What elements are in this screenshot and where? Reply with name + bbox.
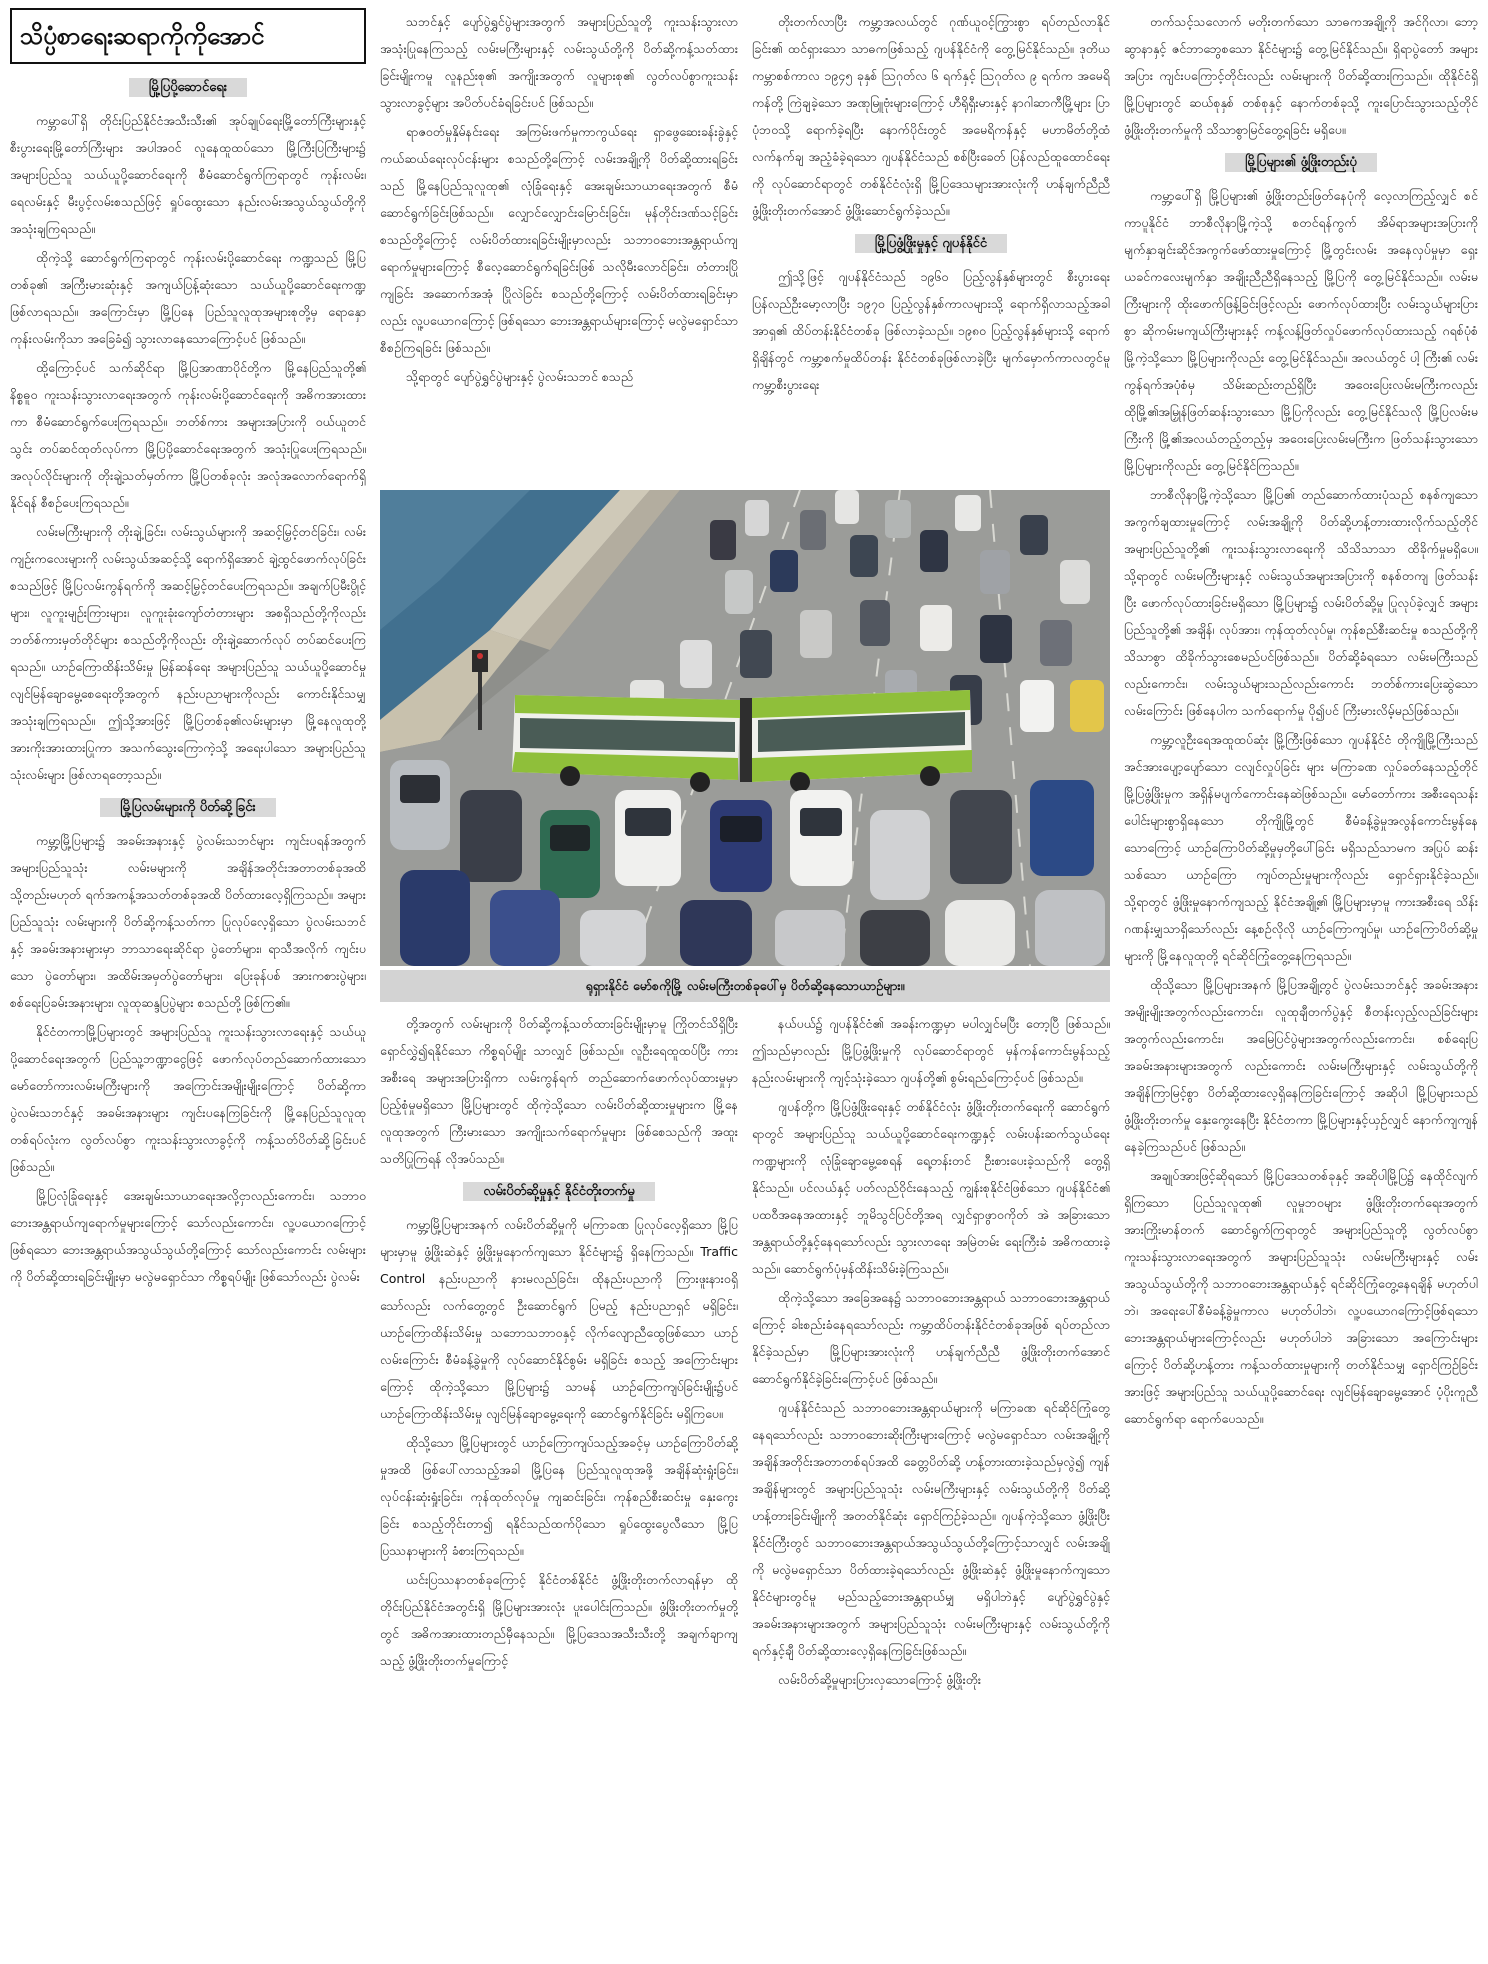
column-4 <box>1124 8 1478 1958</box>
column-2-bottom <box>380 1010 738 1958</box>
paragraph: ကမ္ဘာ့ပေါ်ရှိ မြို့ပြများ၏ ဖွံ့ဖြိုးတည်းဖြတ်နေပုံကို လေ့လာကြည့်လျှင် စင်ကာပူနိုင်ငံ ဘာစီလိုနာမြို့ကဲ့သို့ စတင်ရန်ကွက် အိမ်ရာအများအပြားကို မျက်နှာချင်းဆိုင်အကွက်ဖော်ထားမှုကြောင့် မြို့တွင်းလမ်း အနေလှပ်မှုမှာ ရှေးယခင်ကလေးမျက်နှာ အချိုးညီညီရှိနေသည့် မြို့ပြကို တွေ့မြင်နိုင်သည်။ လမ်းမကြီးများကို ထိုးဖောက်ဖြန့်ခြင်းဖြင့်လည်း ဖောက်လုပ်ထားပြီး လမ်းသွယ်များပြားစွာ ဆိုကမ်းမကျယ်ကြီးများနှင့် ကန့်လန့်ဖြတ်လှုပ်ဖောက်လုပ်ထားသည့် ဂရစ်ပုံစံ မြို့ကဲ့သို့သော မြို့ပြများကိုလည်း တွေ့မြင်နိုင်သည်။ အလယ်တွင် ပါ့ ကြီး၏ လမ်းကွန်ရက်အပုံစံမှ သိမ်းဆည်းတည်ရှိပြီး အဝေးပြေးလမ်းမကြီးကလည်း ထိုမြို့၏အမြှုန်ဖြတ်ဆန်းသွားသော မြို့ပြကိုလည်း တွေ့မြင်နိုင်သလို မြို့ပြလမ်းမကြီးကို မြို့၏အလယ်တည့်တည့်မှ အဝေးပြေးလမ်းမကြီးက ဖြတ်သန်းသွားသော မြို့ပြများကိုလည်း တွေ့မြင်နိုင်ကြသည်။ <box>1124 188 1478 473</box>
paragraph: ဘာစီလိုနာမြို့ကဲ့သို့သော မြို့ပြ၏ တည်ဆောက်ထားပုံသည် စနစ်ကျသော အကွက်ချထားမှုကြောင့် လမ်းအချို့ကို ပိတ်ဆို့ဟန့်တားထားလိုက်သည့်တိုင် အများပြည်သူတို့၏ ကူးသန်းသွားလာရေးကို သိသိသာသာ ထိခိုက်မှုမရှိပေ။ သို့ရာတွင် လမ်းမကြီးများနှင့် လမ်းသွယ်အများအပြားကို စနစ်တကျ ဖြတ်သန်းပြီး ဖောက်လုပ်ထားခြင်းမရှိသော မြို့ပြများ၌ လမ်းပိတ်ဆို့မှု ပြုလုပ်ခဲ့လျှင် အများပြည်သူတို့၏ အချိန်၊ လုပ်အား၊ ကုန်ထုတ်လုပ်မှု၊ ကုန်စည်စီးဆင်းမှု စသည်တို့ကို သိသာစွာ ထိခိုက်သွားစေမည်ပင်ဖြစ်သည်။ ပိတ်ဆို့ခံရသော လမ်းမကြီးသည်လည်းကောင်း၊ လမ်းသွယ်များသည်လည်းကောင်း ဘတ်စ်ကားပြေးဆွဲသော လမ်းကြောင်း ဖြစ်နေပါက သက်ရောက်မှု ပို၍ပင် ကြီးမားလိမ့်မည်ဖြစ်သည်။ <box>1124 487 1478 718</box>
column-3-bottom <box>752 1010 1110 1958</box>
paragraph: လမ်းမကြီးများကို တိုးချဲ့ခြင်း၊ လမ်းသွယ်များကို အဆင့်မြှင့်တင်ခြင်း၊ လမ်းကျဉ်းကလေးများကို လမ်းသွယ်အဆင့်သို့ ရောက်ရှိအောင် ချဲ့ထွင်ဖောက်လုပ်ခြင်း စသည်ဖြင့် မြို့ပြလမ်းကွန်ရက်ကို အဆင့်မြှင့်တင်ပေးကြရသည်။ အချက်ပြမီးပွိုင့်များ၊ လူကူးမျဉ်းကြားများ၊ လူကူးခုံးကျော်တံတားများ အစရှိသည်တို့ကိုလည်း ဘတ်စ်ကားမှတ်တိုင်များ စသည်တို့ကိုလည်း တိုးချဲ့ဆောက်လုပ် တပ်ဆင်ပေးကြရသည်။ ယာဉ်ကြောထိန်းသိမ်းမှု မြန်ဆန်ရေး အများပြည်သူ သယ်ယူပို့ဆောင်မှု လျင်မြန်ချောမွေ့စေရေးတို့အတွက် နည်းပညာများကိုလည်း ကောင်းနိုင်သမျှ အသုံးချကြရသည်။ ဤသို့အားဖြင့် မြို့ပြတစ်ခု၏လမ်းများမှာ မြို့နေလူထုတို့ အားကိုးအားထားပြုကာ အသက်သွေးကြောကဲ့သို့ အရေးပါသော အများပြည်သူသုံးလမ်းများ ဖြစ်လာရတော့သည်။ <box>10 524 366 782</box>
paragraph: နိုင်ငံတကာမြို့ပြများတွင် အများပြည်သူ ကူးသန်းသွားလာရေးနှင့် သယ်ယူပို့ဆောင်ရေးအတွက် ပြည်သူ့ဘဏ္ဍာငွေဖြင့် ဖောက်လုပ်တည်ဆောက်ထားသော မော်တော်ကားလမ်းမကြီးများကို အကြောင်းအမျိုးမျိုးကြောင့် ပိတ်ဆို့ကာ ပွဲလမ်းသဘင်နှင့် အခမ်းအနားများ ကျင်းပနေကြခြင်းကို မြို့နေပြည်သူလူထုတစ်ရပ်လုံးက လွတ်လပ်စွာ ကူးသန်းသွားလာခွင့်ကို ကန့်သတ်ပိတ်ဆို့ခြင်းပင် ဖြစ်သည်။ <box>10 1024 366 1174</box>
traffic-jam-photo <box>380 490 1110 966</box>
author-title: သိပ္ပံစာရေးဆရာကိုကိုအောင် <box>10 8 366 64</box>
paragraph: တက်သင့်သလောက် မတိုးတက်သော သာဓကအချို့ကို အင်ဂိုလာ၊ ဘော့ဆွာနာနှင့် ဇင်ဘာဘွေစသော နိုင်ငံများ၌ တွေ့မြင်နိုင်သည်။ ရှိရာပွဲတော် အများအပြား ကျင်းပကြောင့်တိုင်းလည်း လမ်းများကို ပိတ်ဆို့ထားကြသည်။ ထိုနိုင်ငံရှိ မြို့ပြများတွင် ဆယ်စုနှစ် တစ်စုနှင့် နောက်တစ်ခုသို့ ကူးပြောင်းသွားသည့်တိုင် ဖွံ့ဖြိုးတိုးတက်မှုကို သိသာစွာမြင်တွေ့ရခြင်း မရှိပေ။ <box>1124 14 1478 137</box>
paragraph: လမ်းပိတ်ဆို့မှုများပြားလှသောကြောင့် ဖွံ့ဖြိုးတိုး <box>778 1672 982 1687</box>
paragraph: တိုးတက်လာပြီး ကမ္ဘာ့အလယ်တွင် ဂုဏ်ယူဝင့်ကြွားစွာ ရပ်တည်လာနိုင်ခြင်း၏ ထင်ရှားသော သာဓကဖြစ်သည့် ဂျပန်နိုင်ငံကို တွေ့မြင်နိုင်သည်။ ဒုတိယကမ္ဘာစစ်ကာလ ၁၉၄၅ ခုနှစ် ဩဂုတ်လ ၆ ရက်နှင့် ဩဂုတ်လ ၉ ရက်က အမေရိကန်တို့ ကြဲချခဲ့သော အဏုမြူဗုံးများကြောင့် ဟီရိုရှီးမားနှင့် နာဂါဆာကီမြို့များ ပြာပုံဘဝသို့ ရောက်ခဲ့ရပြီး နောက်ပိုင်းတွင် အမေရိကန်နှင့် မဟာမိတ်တို့ထံ လက်နက်ချ အညံ့ခံခဲ့ရသော ဂျပန်နိုင်ငံသည် စစ်ပြီးခေတ် ပြန်လည်ထူထောင်ရေးကို လုပ်ဆောင်ရာတွင် တစ်နိုင်ငံလုံးရှိ မြို့ပြဒေသများအားလုံးကို ဟန်ချက်ညီညီ ဖွံ့ဖြိုးတိုးတက်အောင် ဖွံ့ဖြိုးဆောင်ရွက်ခဲ့သည်။ <box>752 14 1110 218</box>
paragraph: ကမ္ဘာ့မြို့ပြများအနက် လမ်းပိတ်ဆို့မှုကို မကြာခဏ ပြုလုပ်လေ့ရှိသော မြို့ပြများမှာမူ ဖွံ့ဖြိုးဆဲနှင့် ဖွံ့ဖြိုးမှုနောက်ကျသော နိုင်ငံများ၌ ရှိနေကြသည်။ Traffic Control နည်းပညာကို နားမလည်ခြင်း၊ ထိုနည်းပညာကို ကြားဖူးနားဝရှိသော်လည်း လက်တွေ့တွင် ဦးဆောင်ရွက် ပြမည့် နည်းပညာရှင် မရှိခြင်း၊ ယာဉ်ကြောထိန်းသိမ်းမှု သဘောသဘာဝနှင့် လိုက်လျောညီထွေဖြစ်သော ယာဉ်လမ်းကြောင်း စီမံခန့်ခွဲမှုကို လုပ်ဆောင်နိုင်စွမ်း မရှိခြင်း စသည့် အကြောင်းများကြောင့် ထိုကဲ့သို့သော မြို့ပြများ၌ သာမန် ယာဉ်ကြောကျပ်ခြင်းမျိုး၌ပင် ယာဉ်ကြောထိန်းသိမ်းမှု လျင်မြန်ချောမွေ့ရေးကို ဆောင်ရွက်နိုင်ခြင်း မရှိကြပေ။ <box>380 1217 738 1421</box>
section-heading-city-patterns: မြို့ပြများ၏ ဖွံ့ဖြိုးတည်းပုံ <box>1124 149 1478 176</box>
paragraph: ထိုသို့သော မြို့ပြများတွင် ယာဉ်ကြောကျပ်သည့်အခင့်မှ ယာဉ်ကြောပိတ်ဆို့မှုအထိ ဖြစ်ပေါ်လာသည့်အခါ မြို့ပြနေ ပြည်သူလူထုအဖို့ အချိန်ဆုံးရှုံးခြင်း၊ လုပ်ငန်းဆုံးရှုံးခြင်း၊ ကုန်ထုတ်လုပ်မှု ကျဆင်းခြင်း၊ ကုန်စည်စီးဆင်းမှု နှေးကွေးခြင်း စသည့်တိုင်းတာ၍ ရနိုင်သည်ထက်ပိုသော ရှုပ်ထွေးပွေလီသော မြို့ပြပြဿနာများကို ခံစားကြရသည်။ <box>380 1435 738 1558</box>
paragraph: ကမ္ဘာ့မြို့ပြများ၌ အခမ်းအနားနှင့် ပွဲလမ်းသဘင်များ ကျင်းပရန်အတွက် အများပြည်သူသုံး လမ်းမများကို အချိန်အတိုင်းအတာတစ်ခုအထိ သို့တည်းမဟုတ် ရက်အကန့်အသတ်တစ်ခုအထိ ပိတ်ထားလေ့ရှိကြသည်။ အများပြည်သူသုံး လမ်းများကို ပိတ်ဆို့ကန့်သတ်ကာ ပြုလုပ်လေ့ရှိသော ပွဲလမ်းသဘင်နှင့် အခမ်းအနားများမှာ ဘာသာရေးဆိုင်ရာ ပွဲတော်များ၊ ရာသီအလိုက် ကျင်းပသော ပွဲတော်များ၊ အထိမ်းအမှတ်ပွဲတော်များ၊ ပြေးခုန်ပစ် အားကစားပွဲများ၊ စစ်ရေးပြခမ်းအနားများ၊ လူထုဆန္ဒပြပွဲများ စသည်တို့ဖြစ်ကြ၏။ <box>10 833 366 1010</box>
paragraph: သို့ရာတွင် ပျော်ပွဲရွှင်ပွဲများနှင့် ပွဲလမ်းသဘင် စသည် <box>406 369 634 384</box>
paragraph: နယ်ပယ်၌ ဂျပန်နိုင်ငံ၏ အခန်းကဏ္ဍမှာ မပါလျှင်မပြီး တော့ပြီ ဖြစ်သည်။ ဤသည်မှာလည်း မြို့ပြဖွံ့ဖြိုးမှုကို လုပ်ဆောင်ရာတွင် မှန်ကန်ကောင်းမွန်သည့် နည်းလမ်းများကို ကျင့်သုံးခဲ့သော ဂျပန်တို့၏ စွမ်းရည်ကြောင့်ပင် ဖြစ်သည်။ <box>752 1016 1110 1085</box>
paragraph: ကမ္ဘာပေါ်ရှိ တိုင်းပြည်နိုင်ငံအသီးသီး၏ အုပ်ချုပ်ရေးမြို့တော်ကြီးများနှင့် စီးပွားရေးမြို့တော်ကြီးများ အပါအဝင် လူနေထူထပ်သော မြို့ကြီးပြကြီးများ၌ အများပြည်သူ သယ်ယူပို့ဆောင်ရေးကို စီမံဆောင်ရွက်ကြရာတွင် ကုန်းလမ်း၊ ရေလမ်းနှင့် မီးပွင့်လမ်းစသည်ဖြင့် ရှုပ်ထွေးသော နည်းလမ်းအသွယ်သွယ်တို့ကို အသုံးချကြရသည်။ <box>10 113 366 236</box>
paragraph: ဂျပန်နိုင်ငံသည် သဘာဝဘေးအန္တရာယ်များကို မကြာခဏ ရင်ဆိုင်ကြုံတွေ့နေရသော်လည်း သဘာဝဘေးဆိုးကြီးများကြောင့် မလွဲမရှောင်သာ လမ်းအချို့ကို အချိန်အတိုင်းအတာတစ်ရပ်အထိ ခေတ္တပိတ်ဆို့ ဟန့်တားထားခဲ့သည်မှလွဲ၍ ကျန်အချိန်များတွင် အများပြည်သူသုံး လမ်းမကြီးများနှင့် လမ်းသွယ်တို့ကို ပိတ်ဆို့ဟန့်တားခြင်းမျိုးကို အတတ်နိုင်ဆုံး ရှောင်ကြဉ်ခဲ့သည်။ ဂျပန်ကဲ့သို့သော ဖွံ့ဖြိုးပြီးနိုင်ငံကြီးတွင် သဘာဝဘေးအန္တရာယ်အသွယ်သွယ်တို့ကြောင့်သာလျှင် လမ်းအချို့ကို မလွဲမရှောင်သာ ပိတ်ထားခဲ့ရသော်လည်း ဖွံ့ဖြိုးဆဲနှင့် ဖွံ့ဖြိုးမှုနောက်ကျသော နိုင်ငံများတွင်မူ မည်သည့်ဘေးအန္တရာယ်မျှ မရှိပါဘဲနှင့် ပျော်ပွဲရွှင်ပွဲနှင့် အခမ်းအနားများအတွက် အများပြည်သူသုံး လမ်းမကြီးများနှင့် လမ်းသွယ်တို့ကို ရက်နှင့်ချီ ပိတ်ဆို့ထားလေ့ရှိနေကြခြင်းဖြစ်သည်။ <box>752 1400 1110 1658</box>
column-2-top <box>380 8 738 483</box>
section-heading-road-closures: မြို့ပြလမ်းများကို ပိတ်ဆို့ခြင်း <box>10 794 366 821</box>
paragraph: ရာဇဝတ်မှုနှိမ်နင်းရေး အကြမ်းဖက်မှုကာကွယ်ရေး ရှာဖွေဆေးခန်းခွဲနှင့် ကယ်ဆယ်ရေးလုပ်ငန်းများ စသည်တို့ကြောင့် လမ်းအချို့ကို ပိတ်ဆို့ထားရခြင်းသည် မြို့နေပြည်သူလူထု၏ လုံခြုံရေးနှင့် အေးချမ်းသာယာရေးအတွက် စီမံဆောင်ရွက်ခြင်းဖြစ်သည်။ လျှောင်လျှောင်းမြောင်းခြင်း၊ မုန်တိုင်းဒဏ်သင့်ခြင်း စသည်တို့ကြောင့် လမ်းပိတ်ထားရခြင်းမျိုးမှာလည်း သဘာဝဘေးအန္တရာယ်ကျရောက်မှုများကြောင့် စီလေ့ဆောင်ရွက်ရခြင်းဖြစ် သလိုမီးလောင်ခြင်း၊ တံတားပြိုကျခြင်း အဆောက်အအုံ ပြိုလဲခြင်း စသည်တို့ကြောင့် လမ်းပိတ်ထားရခြင်းမှာလည်း လူ့ပယောဂကြောင့် ဖြစ်ရသော ဘေးအန္တရာယ်များကြောင့် မလွဲမရှောင်သာ စီစဉ်ကြရခြင်း ဖြစ်သည်။ <box>380 124 738 355</box>
paragraph: ထိုကဲ့သို့ ဆောင်ရွက်ကြရာတွင် ကုန်းလမ်းပို့ဆောင်ရေး ကဏ္ဍသည် မြို့ပြတစ်ခု၏ အကြီးမားဆုံးနှင့် အကျယ်ပြန့်ဆုံးသော သယ်ယူပို့ဆောင်ရေးကဏ္ဍ ဖြစ်လာရသည်။ အကြောင်းမှာ မြို့ပြနေ ပြည်သူလူထုအများစုတို့မှ ရောနှောကုန်းလမ်းကိုသာ အခြေခံ၍ သွားလာနေသောကြောင့်ပင် ဖြစ်သည်။ <box>10 250 366 346</box>
column-1 <box>10 8 366 1958</box>
paragraph: ဤသို့ဖြင့် ဂျပန်နိုင်ငံသည် ၁၉၆၀ ပြည့်လွန်နှစ်များတွင် စီးပွားရေး ပြန်လည်ဦးမော့လာပြီး ၁၉၇၀ ပြည့်လွန်နှစ်ကာလများသို့ ရောက်ရှိလာသည့်အခါ အာရှ၏ ထိပ်တန်းနိုင်ငံတစ်ခု ဖြစ်လာခဲ့သည်။ ၁၉၈၀ ပြည့်လွန်နှစ်များသို့ ရောက်ရှိချိန်တွင် ကမ္ဘာ့စက်မှုထိပ်တန်း နိုင်ငံတစ်ခုဖြစ်လာခဲ့ပြီး မျက်မှောက်ကာလတွင်မူ ကမ္ဘာ့စီးပွားရေး <box>752 269 1110 392</box>
paragraph: အချုပ်အားဖြင့်ဆိုရသော် မြို့ပြဒေသတစ်ခုနှင့် အဆိုပါမြို့ပြ၌ နေထိုင်လျက်ရှိကြသော ပြည်သူလူထု၏ လူမှုဘဝများ ဖွံ့ဖြိုးတိုးတက်ရေးအတွက် အားကြိုးမာန်တက် ဆောင်ရွက်ကြရာတွင် အများပြည်သူတို့ လွတ်လပ်စွာ ကူးသန်းသွားလာရေးအတွက် အများပြည်သူသုံး လမ်းမကြီးများနှင့် လမ်းအသွယ်သွယ်တို့ကို သဘာဝဘေးအန္တရာယ်နှင့် ရင်ဆိုင်ကြုံတွေ့နေရချိန် မဟုတ်ပါဘဲ၊ အရေးပေါ်စီမံခန့်ခွဲမှုကာလ မဟုတ်ပါဘဲ၊ လူ့ပယောဂကြောင့်ဖြစ်ရသော ဘေးအန္တရာယ်များကြောင့်လည်း မဟုတ်ပါဘဲ အခြားသော အကြောင်းများကြောင့် ပိတ်ဆို့ဟန့်တား ကန့်သတ်ထားမှုများကို တတ်နိုင်သမျှ ရှောင်ကြဉ်ခြင်းအားဖြင့် အများပြည်သူ သယ်ယူပို့ဆောင်ရေး လျင်မြန်ချောမွေ့အောင် ပံ့ပိုးကူညီ ဆောင်ရွက်ရာ ရောက်ပေသည်။ <box>1124 1168 1478 1426</box>
column-3-top <box>752 8 1110 483</box>
paragraph: ထိုသို့သော မြို့ပြများအနက် မြို့ပြအချို့တွင် ပွဲလမ်းသဘင်နှင့် အခမ်းအနားအမျိုးမျိုးအတွက်လည်းကောင်း၊ လူထုချီတက်ပွဲနှင့် စီတန်းလှည့်လည်ခြင်းများ အတွက်လည်းကောင်း၊ အမြေပြင်ပွဲများအတွက်လည်းကောင်း၊ စစ်ရေးပြ အခမ်းအနားများအတွက် လည်းကောင်း လမ်းမကြီးများနှင့် လမ်းသွယ်တို့ကို အချိန်ကြာမြင့်စွာ ပိတ်ဆို့ထားလေ့ရှိနေကြခြင်းကြောင့် အဆိုပါ မြို့ပြများသည် ဖွံ့ဖြိုးတိုးတက်မှု နှေးကွေးနေပြီး နိုင်ငံတကာ မြို့ပြများနှင့်ယှဉ်လျှင် နောက်ကျကျန်နေခဲ့ကြသည်ပင် ဖြစ်သည်။ <box>1124 977 1478 1154</box>
section-heading-closures-development: လမ်းပိတ်ဆို့မှုနှင့် နိုင်ငံတိုးတက်မှု <box>380 1178 738 1205</box>
paragraph: ကမ္ဘာ့လူဦးရေအထူထပ်ဆုံး မြို့ကြီးဖြစ်သော ဂျပန်နိုင်ငံ တိုကျိုမြို့ကြီးသည် အင်အားပျော့ပျော်သော ငလျင်လှုပ်ခြင်း များ မကြာခဏ လှုပ်ခတ်နေသည့်တိုင် မြို့ပြဖွံ့ဖြိုးမှုက အရှိန်မပျက်ကောင်းနေဆဲဖြစ်သည်။ မော်တော်ကား အစီးရေသန်းပေါင်းများစွာရှိနေသော တိုကျိုမြို့တွင် စီမံခန့်ခွဲမှုအလွန်ကောင်းမွန်နေသောကြောင့် ယာဉ်ကြောပိတ်ဆို့မှုမှတို့ပေါ်ခြင်း မရှိသည်သာမက အပြုပ် ဆန်းသစ်သော ယာဉ်ကြော ကျပ်တည်းမှုများကိုလည်း ရှောင်ရှားနိုင်ခဲ့သည်။ သို့ရာတွင် ဖွံ့ဖြိုးမှုနောက်ကျသည့် နိုင်ငံအချို့၏ မြို့ပြများမှာမူ ကားအစီးရေ သိန်းဂဏန်းမျှသာရှိသော်လည်း နေ့စဉ်လိုလို ယာဉ်ကြောကျပ်မှု၊ ယာဉ်ကြောပိတ်ဆို့မှုများကို မြို့နေလူထုတို့ ရင်ဆိုင်ကြုံတွေ့နေကြရသည်။ <box>1124 732 1478 963</box>
paragraph: ဂျပန်တို့က မြို့ပြဖွံ့ဖြိုးရေးနှင့် တစ်နိုင်ငံလုံး ဖွံ့ဖြိုးတိုးတက်ရေးကို ဆောင်ရွက်ရာတွင် အများပြည်သူ သယ်ယူပို့ဆောင်ရေးကဏ္ဍနှင့် လမ်းပန်းဆက်သွယ်ရေး ကဏ္ဍများကို လုံခြုံချောမွေ့စေရန် ရေ့တန်းတင် ဦးစားပေးခဲ့သည်ကို တွေ့ရှိနိုင်သည်။ ပင်လယ်နှင့် ပတ်လည်ဝိုင်းနေသည့် ကျွန်းစုနိုင်ငံဖြစ်သော ဂျပန်နိုင်ငံ၏ ပထဝီအနေအထားနှင့် ဘူမိသွင်ပြင်တို့အရ လျှင်ရှာဖွာဝကိုတ် အဲ အခြားသော အန္တရာယ်တို့နှင့်နေရသော်လည်း သွားလာရေး အမြဲတမ်း ရေးကြီးခံ အဓိကထားခဲ့သည်။ ဆောင်ရွက်ပုံမှန်ထိန်းသိမ်းခဲ့ကြသည်။ <box>752 1099 1110 1276</box>
paragraph: ထိုကဲ့သို့သော အခြေအနေ၌ သဘာဝဘေးအန္တရာယ် သဘာဝဘေးအန္တရာယ်ကြောင့် ခါးစည်းခံနေရသော်လည်း ကမ္ဘာ့ထိပ်တန်းနိုင်ငံတစ်ခုအဖြစ် ရပ်တည်လာနိုင်ခဲ့သည်မှာ မြို့ပြများအားလုံးကို ဟန်ချက်ညီညီ ဖွံ့ဖြိုးတိုးတက်အောင် ဆောင်ရွက်နိုင်ခဲ့ခြင်းကြောင့်ပင် ဖြစ်သည်။ <box>752 1290 1110 1386</box>
section-heading-japan: မြို့ပြဖွံ့ဖြိုးမှုနှင့် ဂျပန်နိုင်ငံ <box>752 230 1110 257</box>
paragraph: ထို့ကြောင့်ပင် သက်ဆိုင်ရာ မြို့ပြအာဏာပိုင်တို့က မြို့နေပြည်သူတို့၏ နိစ္စဓူဝ ကူးသန်းသွားလာရေးအတွက် ကုန်းလမ်းပို့ဆောင်ရေးကို အဓိကအားထားကာ စီမံဆောင်ရွက်ပေးကြရသည်။ ဘတ်စ်ကား အများအပြားကို ဝယ်ယူတင်သွင်း တပ်ဆင်ထုတ်လုပ်ကာ မြို့ပြပို့ဆောင်ရေးအတွက် အသုံးပြုပေးကြရသည်။ အလုပ်လိုင်းများကို တိုးချဲ့သတ်မှတ်ကာ မြို့ပြတစ်ခုလုံး အလုံအလောက်ရောက်ရှိနိုင်ရန် စီစဉ်ပေးကြရသည်။ <box>10 360 366 510</box>
photo-caption: ရုရှားနိုင်ငံ မော်စကိုမြို့ လမ်းမကြီးတစ်ခုပေါ်မှ ပိတ်ဆို့နေသောယာဉ်များ။ <box>380 970 1110 1002</box>
paragraph: ယင်းပြဿနာတစ်ခုကြောင့် နိုင်ငံတစ်နိုင်ငံ ဖွံ့ဖြိုးတိုးတက်လာရန်မှာ ထိုတိုင်းပြည်နိုင်ငံအတွင်းရှိ မြို့ပြများအားလုံး ပူးပေါင်းကြသည်။ ဖွံ့ဖြိုးတိုးတက်မှုတို့တွင် အဓိကအားထားတည်မှီနေသည်။ မြို့ပြဒေသအသီးသီးတို့ အချက်ချာကျသည့် ဖွံ့ဖြိုးတိုးတက်မှုကြောင့် <box>380 1572 738 1668</box>
photo-block <box>380 490 1110 1002</box>
paragraph: သဘင်နှင့် ပျော်ပွဲရွှင်ပွဲများအတွက် အများပြည်သူတို့ ကူးသန်းသွားလာ အသုံးပြုနေကြသည့် လမ်းမကြီးများနှင့် လမ်းသွယ်တို့ကို ပိတ်ဆို့ကန့်သတ်ထားခြင်းမျိုးကမူ လူနည်းစု၏ အကျိုးအတွက် လူများစု၏ လွတ်လပ်စွာကူးသန်းသွားလာခွင့်များ အပိတ်ပင်ခံရခြင်းပင် ဖြစ်သည်။ <box>380 14 738 110</box>
paragraph: တို့အတွက် လမ်းများကို ပိတ်ဆို့ကန့်သတ်ထားခြင်းမျိုးမှာမူ ကြိုတင်သိရှိပြီး ရှောင်လွှဲ၍ရနိုင်သော ကိစ္စရပ်မျိုး သာလျှင် ဖြစ်သည်။ လူဦးရေထူထပ်ပြီး ကားအစီးရေ အများအပြားရှိကာ လမ်းကွန်ရက် တည်ဆောက်ဖောက်လုပ်ထားမှုမှာ ပြည့်စုံမှုမရှိသော မြို့ပြများတွင် ထိုကဲ့သို့သော လမ်းပိတ်ဆို့ထားမှုများက မြို့နေလူထုအတွက် ကြီးမားသော အကျိုးသက်ရောက်မှုများ ဖြစ်စေသည်ကို အထူးသတိပြုကြရန် လိုအပ်သည်။ <box>380 1016 738 1166</box>
section-heading-urban-transport: မြို့ပြပို့ဆောင်ရေး <box>10 74 366 101</box>
paragraph: မြို့ပြလုံခြုံရေးနှင့် အေးချမ်းသာယာရေးအလို့ငှာလည်းကောင်း၊ သဘာဝဘေးအန္တရာယ်ကျရောက်မှုများကြောင့် သော်လည်းကောင်း၊ လူ့ပယောဂကြောင့် ဖြစ်ရသော ဘေးအန္တရာယ်အသွယ်သွယ်တို့ကြောင့် သော်လည်းကောင်း လမ်းများကို ပိတ်ဆို့ထားရခြင်းမျိုးမှာ မလွဲမရှောင်သာ ကိစ္စရပ်မျိုး ဖြစ်သော်လည်း ပွဲလမ်း <box>10 1188 366 1284</box>
